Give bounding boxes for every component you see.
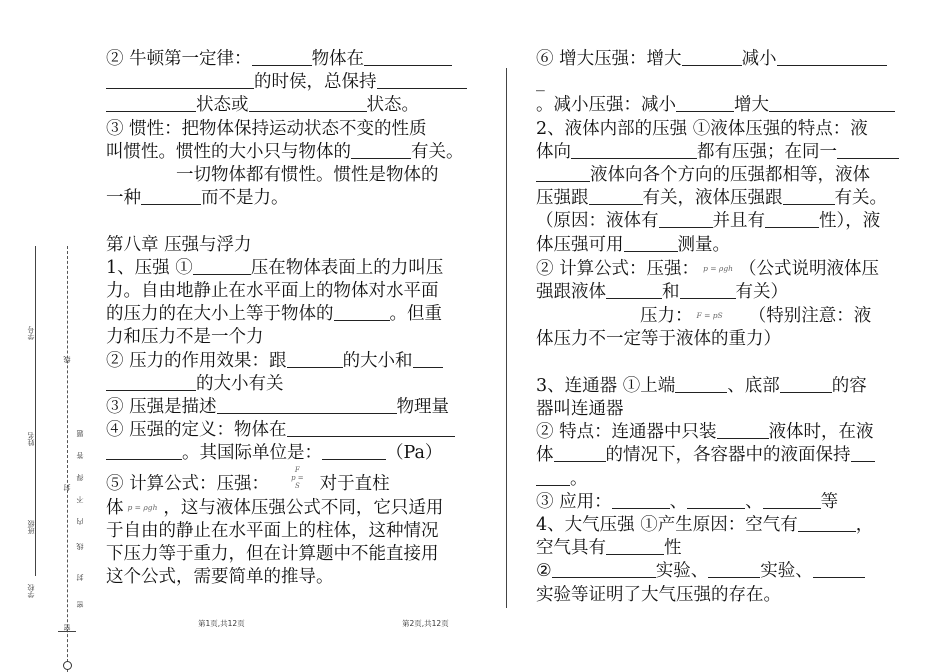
blank[interactable] — [659, 210, 713, 228]
line: 体压强可用 测量。 — [536, 234, 730, 255]
line: 体压力不一定等于液体的重力） — [536, 329, 781, 350]
line: ② 实验、 实验、 — [536, 560, 914, 583]
seal-tick — [58, 631, 76, 632]
blank[interactable] — [322, 442, 386, 460]
blank[interactable] — [193, 257, 251, 275]
blank[interactable] — [765, 210, 819, 228]
line: 一切物体都有惯性。惯性是物体的 — [176, 165, 439, 186]
line: ② 特点：连通器中只装 液体时，在液 — [536, 422, 874, 443]
formula: F = pS — [696, 311, 723, 321]
blank[interactable] — [851, 444, 875, 462]
line: ② 牛顿第一定律： 物体在 — [106, 48, 482, 71]
line: 1、压强 ① 压在物体表面上的力叫压 — [106, 257, 444, 278]
blank[interactable] — [536, 164, 590, 182]
formula: p = ρgh — [703, 263, 733, 273]
name-label: 姓名 — [27, 432, 35, 446]
blank[interactable] — [837, 141, 899, 159]
blank[interactable] — [413, 350, 443, 368]
seal-mark: 密 — [76, 601, 84, 608]
line: 力和压力不是一个力 — [106, 327, 264, 348]
blank[interactable] — [813, 560, 865, 578]
blank[interactable] — [536, 468, 570, 486]
line: 强跟液体 和 有关） — [536, 282, 788, 303]
line: ⑥ 增大压强：增大 减小 — [536, 48, 914, 71]
blank[interactable] — [554, 444, 606, 462]
line: 体向 都有压强；在同一 — [536, 141, 914, 164]
blank[interactable] — [334, 303, 390, 321]
line: 的压力的在大小上等于物体的 。但重 — [106, 304, 442, 325]
line: 力。自由地静止在水平面上的物体对水平面 — [106, 281, 439, 302]
line: 状态或 状态。 — [106, 94, 482, 117]
line: ② 计算公式：压强： p = ρgh （公式说明液体压 — [536, 258, 879, 279]
line: ③ 惯性：把物体保持运动状态不变的性质 — [106, 118, 427, 139]
blank[interactable] — [106, 373, 196, 391]
blank[interactable] — [780, 375, 832, 393]
page-number-1: 第1页,共12页 — [198, 619, 245, 628]
seal-mark: 答 — [76, 452, 84, 459]
blank[interactable] — [364, 48, 452, 66]
blank[interactable] — [552, 560, 656, 578]
line: 。 — [536, 468, 914, 491]
line: ③ 应用： 、 、 等 — [536, 491, 839, 512]
line: 这个公式，需要简单的推导。 — [106, 567, 334, 588]
seal-mark: 内 — [76, 518, 84, 525]
blank[interactable] — [769, 94, 895, 112]
chapter-title: 第八章 压强与浮力 — [106, 234, 252, 255]
line: 。其国际单位是： （Pa） — [106, 442, 482, 465]
blank[interactable] — [675, 375, 727, 393]
seal-mark: 题 — [76, 430, 84, 437]
blank[interactable] — [106, 94, 196, 112]
blank[interactable] — [106, 442, 182, 460]
blank[interactable] — [680, 281, 736, 299]
blank[interactable] — [287, 350, 343, 368]
line: 空气具有 性 — [536, 538, 682, 559]
seal-mark: 封 — [76, 574, 84, 581]
line: 实验等证明了大气压强的存在。 — [536, 584, 781, 605]
line: _ — [536, 72, 545, 93]
right-column — [536, 48, 914, 607]
line: 器叫连通器 — [536, 399, 624, 420]
line: ④ 压强的定义：物体在 — [106, 419, 482, 442]
blank[interactable] — [708, 560, 760, 578]
blank[interactable] — [717, 421, 769, 439]
line: 下压力等于重力，但在计算题中不能直接用 — [106, 544, 439, 565]
line: ③ 压强是描述 物理量 — [106, 397, 450, 418]
line: 4、大气压强 ①产生原因：空气有 ， — [536, 515, 874, 536]
line: （原因：液体有 并且有 性），液 — [536, 211, 881, 232]
blank[interactable] — [777, 48, 887, 66]
line: 的时侯，总保持 — [106, 71, 482, 94]
line: 压强跟 有关，液体压强跟 有关。 — [536, 188, 887, 209]
binding-hole — [63, 661, 72, 670]
blank[interactable] — [606, 281, 662, 299]
blank[interactable] — [676, 94, 734, 112]
blank[interactable] — [589, 187, 643, 205]
blank[interactable] — [624, 234, 678, 252]
page-number-2: 第2页,共12页 — [402, 619, 449, 628]
blank[interactable] — [141, 187, 201, 205]
blank[interactable] — [287, 419, 455, 437]
line: 压力： F = pS （特别注意：液 — [640, 306, 872, 327]
line: 2、液体内部的压强 ①液体压强的特点：液 — [536, 118, 868, 139]
line: 液体向各个方向的压强都相等，液体 — [536, 164, 914, 187]
blank[interactable] — [249, 94, 367, 112]
class-label: 班级 — [27, 520, 35, 534]
blank[interactable] — [612, 491, 670, 509]
seal-mark: 线 — [63, 356, 71, 363]
blank[interactable] — [252, 48, 312, 66]
blank[interactable] — [763, 491, 821, 509]
line: ⑤ 计算公式：压强： F p = S 对于直柱 — [106, 465, 390, 494]
student-id-label: 学号 — [27, 326, 35, 340]
blank[interactable] — [783, 187, 835, 205]
line: 体p = ρgh ，这与液体压强公式不同，它只适用 — [106, 497, 444, 518]
blank[interactable] — [606, 537, 664, 555]
blank[interactable] — [687, 491, 745, 509]
left-column — [106, 48, 482, 590]
line: 于自由的静止在水平面上的柱体，这种情况 — [106, 521, 439, 542]
line: 的大小有关 — [106, 373, 482, 396]
column-divider — [506, 68, 507, 608]
seal-mark: 得 — [76, 474, 84, 481]
blank[interactable] — [682, 48, 742, 66]
seal-mark: 密 — [63, 624, 71, 631]
line: 3、连通器 ①上端 、底部 的容 — [536, 375, 867, 396]
formula: p = ρgh — [127, 502, 158, 512]
line: 叫惯性。惯性的大小只与物体的 有关。 — [106, 141, 464, 162]
seal-line — [67, 246, 69, 672]
pressure-formula: F p = S — [291, 465, 304, 490]
line: 体 的情况下，各容器中的液面保持 — [536, 444, 914, 467]
line: 。减小压强：减小 增大 — [536, 94, 914, 117]
seal-mark: 线 — [76, 543, 84, 550]
blank[interactable] — [377, 71, 467, 89]
seal-mark: 封 — [63, 484, 71, 491]
blank[interactable] — [571, 141, 697, 159]
blank[interactable] — [106, 71, 254, 89]
line: ② 压力的作用效果：跟 的大小和 — [106, 350, 482, 373]
line: 一种 而不是力。 — [106, 188, 289, 209]
school-label: 学校 — [27, 584, 35, 598]
blank[interactable] — [351, 141, 411, 159]
blank[interactable] — [217, 396, 397, 414]
seal-mark: 不 — [76, 496, 84, 503]
blank[interactable] — [798, 514, 856, 532]
